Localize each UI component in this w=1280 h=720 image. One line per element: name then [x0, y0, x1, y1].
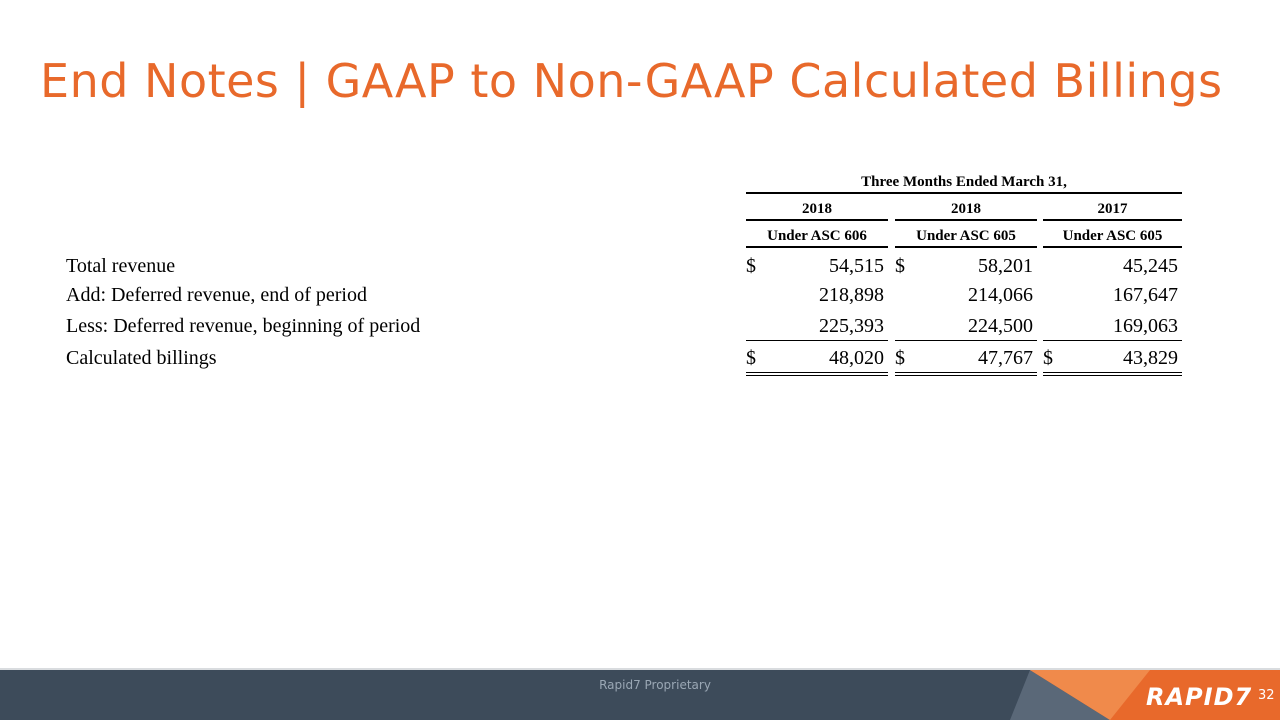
row-label-deferred-revenue-beginning: Less: Deferred revenue, beginning of period — [66, 315, 421, 337]
currency-symbol: $ — [1043, 347, 1053, 369]
table-cell — [895, 314, 1037, 341]
cell-value: 169,063 — [1113, 315, 1178, 337]
table-cell — [1043, 346, 1182, 376]
cell-value: 225,393 — [819, 315, 884, 337]
table-cell — [1043, 283, 1182, 309]
cell-value: 48,020 — [829, 347, 884, 369]
table-cell — [746, 283, 888, 309]
currency-symbol: $ — [895, 347, 905, 369]
currency-symbol: $ — [895, 255, 905, 277]
column-standard-2: Under ASC 605 — [895, 226, 1037, 248]
table-cell — [746, 254, 888, 280]
footer-proprietary-text: Rapid7 Proprietary — [599, 678, 711, 692]
cell-value: 43,829 — [1123, 347, 1178, 369]
cell-value: 45,245 — [1123, 255, 1178, 277]
row-label-deferred-revenue-end: Add: Deferred revenue, end of period — [66, 284, 367, 306]
table-cell — [746, 314, 888, 341]
row-label-calculated-billings: Calculated billings — [66, 347, 217, 369]
page-title: End Notes | GAAP to Non-GAAP Calculated Billings — [40, 54, 1223, 108]
cell-value: 47,767 — [978, 347, 1033, 369]
table-cell — [895, 254, 1037, 280]
period-header: Three Months Ended March 31, — [746, 172, 1182, 194]
cell-value: 214,066 — [968, 284, 1033, 306]
column-standard-1: Under ASC 606 — [746, 226, 888, 248]
column-standard-3: Under ASC 605 — [1043, 226, 1182, 248]
table-cell — [895, 283, 1037, 309]
cell-value: 167,647 — [1113, 284, 1178, 306]
column-year-1: 2018 — [746, 199, 888, 221]
cell-value: 224,500 — [968, 315, 1033, 337]
rapid7-logo: RAPID7 — [1146, 683, 1253, 711]
table-cell — [895, 346, 1037, 376]
cell-value: 54,515 — [829, 255, 884, 277]
page-number: 32 — [1258, 688, 1275, 703]
column-year-2: 2018 — [895, 199, 1037, 221]
table-cell — [746, 346, 888, 376]
column-year-3: 2017 — [1043, 199, 1182, 221]
table-cell — [1043, 314, 1182, 341]
currency-symbol: $ — [746, 255, 756, 277]
footer — [0, 670, 1280, 720]
row-label-total-revenue: Total revenue — [66, 255, 176, 277]
cell-value: 58,201 — [978, 255, 1033, 277]
currency-symbol: $ — [746, 347, 756, 369]
table-cell — [1043, 254, 1182, 280]
cell-value: 218,898 — [819, 284, 884, 306]
